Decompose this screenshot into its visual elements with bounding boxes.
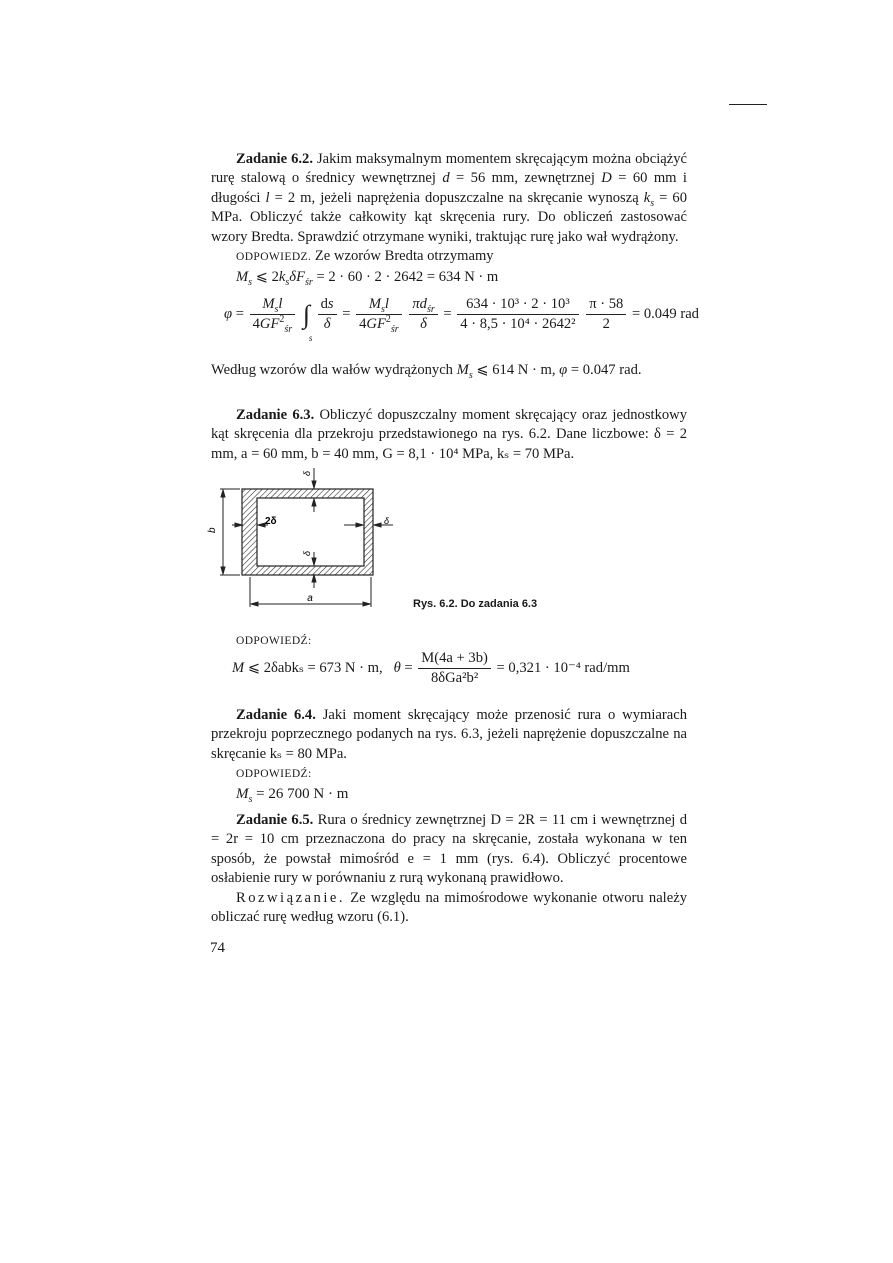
problem-6-2 [211,150,687,267]
problem-6-3-title: Zadanie 6.3. [236,407,315,423]
problem-6-5-solution: Rozwiązanie. Ze względu na mimośrodowe wykonanie otworu należy obliczać rurę według wzoru (6.1). [211,889,687,926]
label-delta-top: δ [302,470,312,476]
label-2delta: 2δ [265,516,277,527]
label-delta-right: δ [384,516,390,526]
label-a: a [307,593,313,604]
formula-bredt-moment: $M_s$ ⩽ $2k_s\delta F_{śr} = 2 \cdot 60 \cdot 2 \cdot 2642 = 634$ N · m [236,269,499,288]
problem-6-4-statement: Zadanie 6.4. Jaki moment skręcający może przenosić rura o wymiarach przekroju poprzecznego podanych na rys. 6.3, jeżeli naprężenie dopuszczalne na skręcanie kₛ = 80 MPa. [211,707,687,762]
problem-6-2-title: Zadanie 6.2. [236,151,313,167]
formula-6-3-result: M ⩽ 2δabkₛ = 673 N · m, θ = $\frac{M(4a + 3b)}{\text{8δGa²b²}}$ = 0,321 · 10⁻⁴ rad/mm [232,650,630,686]
header-rule [729,104,767,105]
problem-6-3-statement: Zadanie 6.3. Obliczyć dopuszczalny moment skręcający oraz jednostkowy kąt skręcenia dla przekroju przedstawionego na rys. 6.2. Dane liczbowe: δ = 2 mm, a = 60 mm, b = 40 mm, G = 8,1 · 10⁴ MPa, kₛ = 70 MPa. [211,407,687,462]
answer-label: ODPOWIEDŹ: [236,768,312,781]
dimension-b [220,489,240,575]
label-delta-inner: δ [302,550,312,556]
answer-label: ODPOWIEDŹ: [236,635,312,647]
problem-6-4: Zadanie 6.4. Jaki moment skręcający może przenosić rura o wymiarach przekroju poprzecznego podanych na rys. 6.3, jeżeli naprężenie dopuszczalne na skręcanie kₛ = 80 MPa. ODPOWIEDŹ: $M_s = 26$ 700 N · m [211,707,687,805]
page-number: 74 [210,940,225,956]
problem-6-2-statement: Zadanie 6.2. Jakim maksymalnym momentem skręcającym można obciążyć rurę stalową o średnicy wewnętrznej d = 56 mm, zewnętrznej D = 60 mm i długości l = 2 m, jeżeli naprężenia dopuszczalne na skręcanie wynoszą $k_s = 60$ MPa. Obliczyć także całkowity kąt skręcenia rury. Do obliczeń zastosować wzory Bredta. Sprawdzić otrzymane wyniki, traktując rurę jako wał wydrążony. [211,151,687,245]
problem-6-2-answer: ODPOWIEDZ. Ze wzorów Bredta otrzymamy [236,248,494,265]
answer-label: ODPOWIEDZ. [236,251,312,264]
problem-6-5 [211,811,687,927]
formula-twist-angle: φ = $\frac{M_sl}{4GF^2_{śr}}$ ∫ s $\frac{ds}{\delta}$ = $\frac{M_sl}{4GF^2_{śr}}$ $\frac{\pi d_{śr}}{\delta}$ = $\frac{\text{634 · 10³ · 2 · 10³}}{\text{4 · 8,5 · 10⁴ · 2642²}}$ $\frac{\pi \cdot 58}{2}$ = 0.049 rad [224,296,699,343]
hollow-shaft-result: Według wzorów dla wałów wydrążonych $M_s$ ⩽ 614 N · m, φ = 0.047 rad. [211,362,642,381]
problem-6-3-answer [211,631,687,651]
figure-rectangular-tube [207,462,410,618]
problem-6-3 [211,406,687,464]
problem-6-4-answer-value: = 26 700 N · m [252,785,349,802]
label-b: b [207,527,218,533]
figure-caption: Rys. 6.2. Do zadania 6.3 [413,598,538,610]
problem-6-5-title: Zadanie 6.5. [236,812,314,828]
tube-section [242,489,373,575]
problem-6-5-statement: Zadanie 6.5. Rura o średnicy zewnętrznej D = 2R = 11 cm i wewnętrznej d = 2r = 10 cm przeznaczona do pracy na skręcanie, została wykonana w ten sposób, że powstał mimośród e = 1 mm (rys. 6.4). Obliczyć procentowe osłabienie rury w porównaniu z rurą wykonaną prawidłowo. [211,812,687,887]
problem-6-4-title: Zadanie 6.4. [236,707,316,723]
